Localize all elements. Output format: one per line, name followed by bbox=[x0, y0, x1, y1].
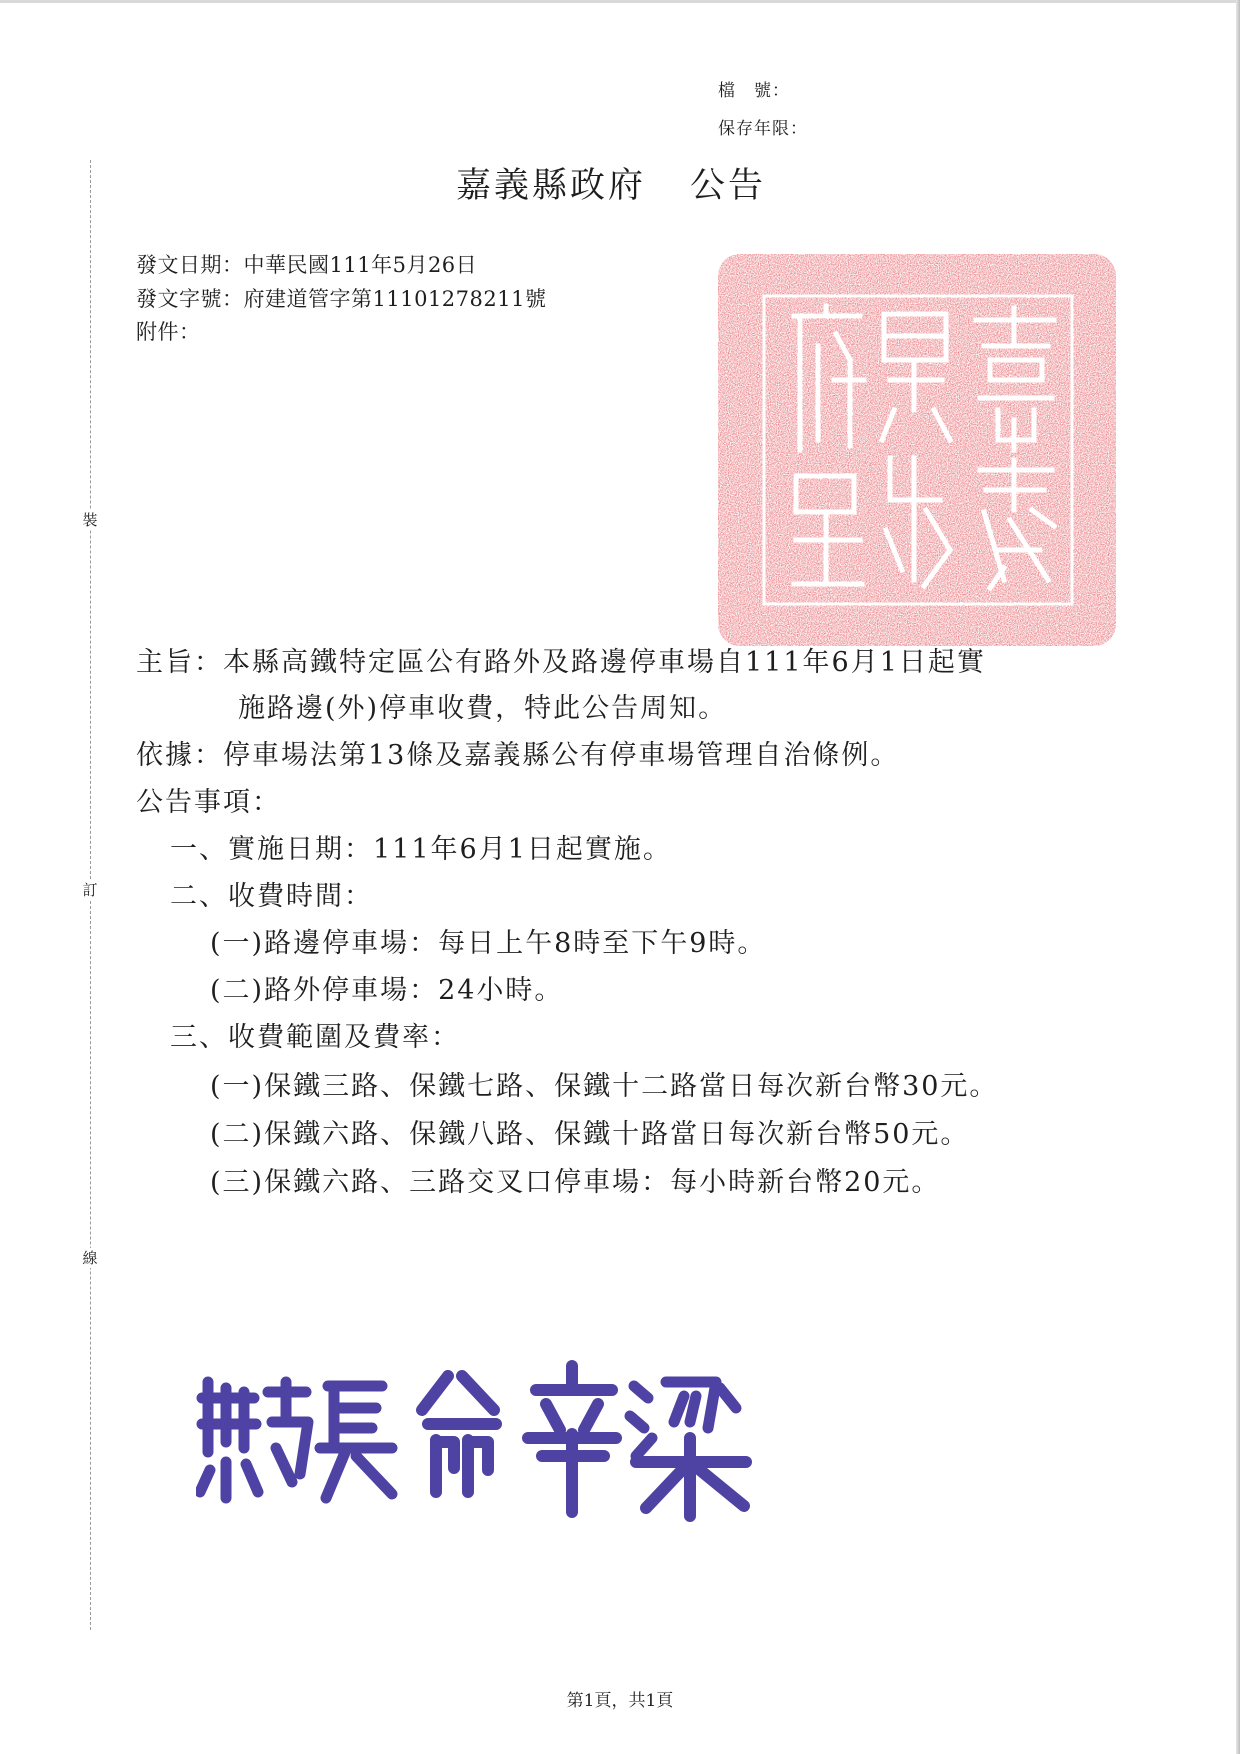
subject-line-2: 施路邊(外)停車收費，特此公告周知。 bbox=[238, 693, 728, 724]
document-title bbox=[456, 158, 766, 208]
archive-retention bbox=[718, 114, 808, 139]
item-2-sub-2: (二)路外停車場：24小時。 bbox=[210, 975, 564, 1006]
legal-basis: 依據：停車場法第13條及嘉義縣公有停車場管理自治條例。 bbox=[136, 740, 900, 771]
official-seal-icon bbox=[714, 250, 1120, 650]
subject-line-1: 主旨：本縣高鐵特定區公有路外及路邊停車場自111年6月1日起實 bbox=[136, 647, 986, 678]
magistrate-signature-icon bbox=[196, 1352, 756, 1522]
binding-char-staple: 訂 bbox=[80, 880, 100, 900]
reference-number: 發文字號：府建道管字第11101278211號 bbox=[136, 287, 547, 311]
items-heading: 公告事項： bbox=[136, 787, 281, 818]
page-top-edge bbox=[0, 0, 1240, 3]
item-3-scope-and-rates: 三、收費範圍及費率： bbox=[170, 1022, 460, 1053]
issue-date: 發文日期：中華民國111年5月26日 bbox=[136, 253, 478, 277]
item-3-sub-1: (一)保鐵三路、保鐵七路、保鐵十二路當日每次新台幣30元。 bbox=[210, 1071, 999, 1102]
item-1-effective-date: 一、實施日期：111年6月1日起實施。 bbox=[170, 834, 672, 865]
item-2-charging-hours: 二、收費時間： bbox=[170, 881, 373, 912]
archive-file-no-label: 檔 號： bbox=[718, 81, 790, 101]
item-2-sub-1: (一)路邊停車場：每日上午8時至下午9時。 bbox=[210, 928, 767, 959]
attachment-label: 附件： bbox=[136, 320, 201, 344]
page-number: 第1頁，共1頁 bbox=[566, 1691, 674, 1711]
title-doc-type: 公告 bbox=[690, 166, 767, 206]
archive-retention-label: 保存年限： bbox=[718, 119, 808, 139]
binding-char-bind: 裝 bbox=[80, 510, 100, 530]
archive-file-no bbox=[718, 76, 790, 101]
title-agency: 嘉義縣政府 bbox=[456, 166, 647, 206]
item-3-sub-2: (二)保鐵六路、保鐵八路、保鐵十路當日每次新台幣50元。 bbox=[210, 1119, 970, 1150]
page-right-edge bbox=[1236, 0, 1240, 1754]
item-3-sub-3: (三)保鐵六路、三路交叉口停車場：每小時新台幣20元。 bbox=[210, 1167, 941, 1198]
binding-char-line: 線 bbox=[80, 1248, 100, 1268]
